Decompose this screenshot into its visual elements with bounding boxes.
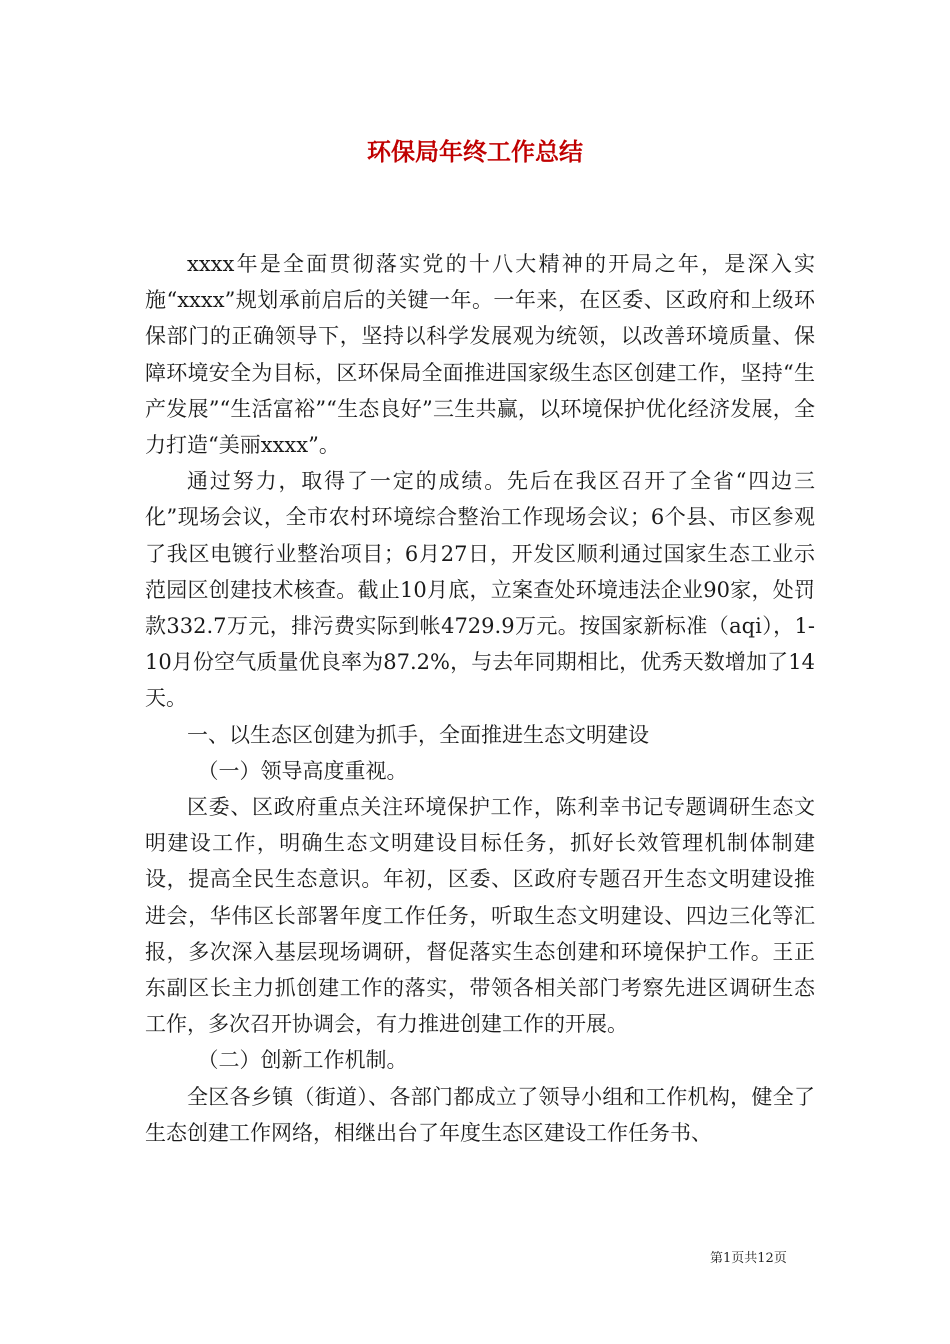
page-number-footer: 第1页共12页 xyxy=(710,1251,787,1266)
paragraph-achievements: 通过努力，取得了一定的成绩。先后在我区召开了全省“四边三化”现场会议，全市农村环境综合整治工作现场会议；6个县、市区参观了我区电镀行业整治项目；6月27日，开发区顺利通过国家生态工业示范园区创建技术核查。截止10月底，立案查处环境违法企业90家，处罚款332.7万元，排污费实际到帐4729.9万元。按国家新标准（aqi），1-10月份空气质量优良率为87.2%，与去年同期相比，优秀天数增加了14天。 xyxy=(145,469,815,711)
paragraph-mechanism: 全区各乡镇（街道）、各部门都成立了领导小组和工作机构，健全了生态创建工作网络，相继出台了年度生态区建设工作任务书、 xyxy=(145,1084,815,1145)
subsection-heading-2: （二）创新工作机制。 xyxy=(197,1048,408,1073)
document-body xyxy=(145,246,815,1151)
paragraph-intro: xxxx年是全面贯彻落实党的十八大精神的开局之年，是深入实施“xxxx”规划承前启后的关键一年。一年来，在区委、区政府和上级环保部门的正确领导下，坚持以科学发展观为统领，以改善环境质量、保障环境安全为目标，区环保局全面推进国家级生态区创建工作，坚持“生产发展”“生活富裕”“生态良好”三生共赢，以环境保护优化经济发展，全力打造“美丽xxxx”。 xyxy=(145,252,815,458)
section-heading-1: 一、以生态区创建为抓手，全面推进生态文明建设 xyxy=(187,722,649,747)
document-title: 环保局年终工作总结 xyxy=(367,137,583,166)
subsection-heading-1: （一）领导高度重视。 xyxy=(197,758,408,783)
paragraph-leadership: 区委、区政府重点关注环境保护工作，陈利幸书记专题调研生态文明建设工作，明确生态文明建设目标任务，抓好长效管理机制体制建设，提高全民生态意识。年初，区委、区政府专题召开生态文明建设推进会，华伟区长部署年度工作任务，听取生态文明建设、四边三化等汇报，多次深入基层现场调研，督促落实生态创建和环境保护工作。王正东副区长主力抓创建工作的落实，带领各相关部门考察先进区调研生态工作，多次召开协调会，有力推进创建工作的开展。 xyxy=(145,795,815,1037)
